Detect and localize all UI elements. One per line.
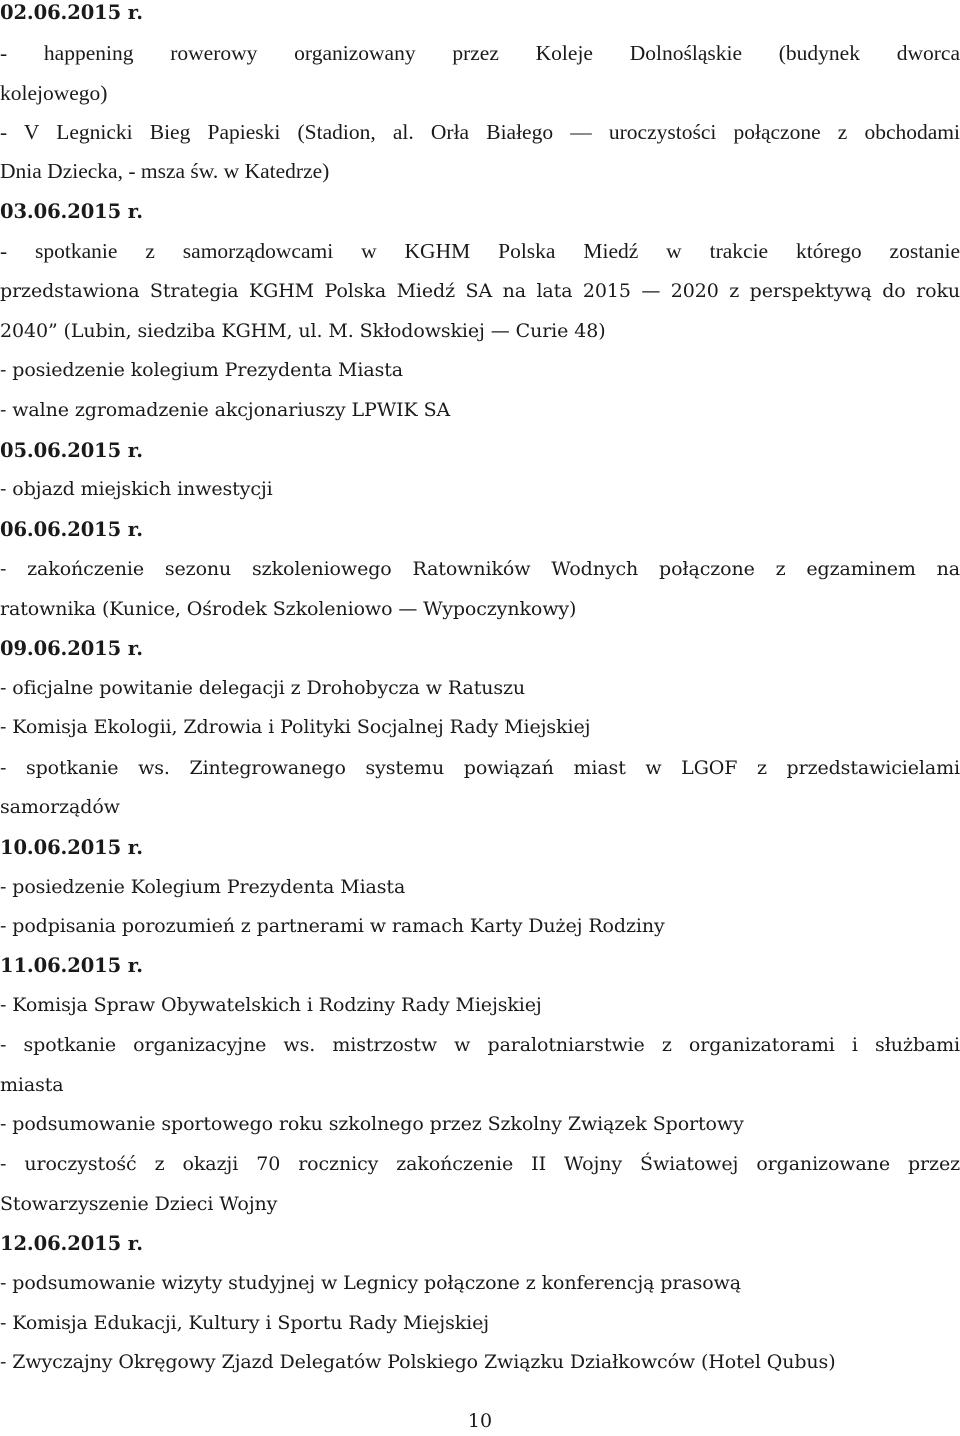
event-line: - happening rowerowy organizowany przez Koleje Dolnośląskie (budynek dworca xyxy=(0,41,960,65)
date-heading: 03.06.2015 r. xyxy=(0,200,143,223)
event-line: - spotkanie organizacyjne ws. mistrzostw w paralotniarstwie z organizatorami i służbami xyxy=(0,1034,960,1056)
date-heading: 10.06.2015 r. xyxy=(0,836,143,859)
event-line: 2040” (Lubin, siedziba KGHM, ul. M. Skłodowskiej — Curie 48) xyxy=(0,320,606,342)
event-line: miasta xyxy=(0,1074,64,1096)
event-line: ratownika (Kunice, Ośrodek Szkoleniowo — Wypoczynkowy) xyxy=(0,598,577,620)
event-line: - V Legnicki Bieg Papieski (Stadion, al. Orła Białego — uroczystości połączone z obchodami xyxy=(0,120,960,144)
event-line: Stowarzyszenie Dzieci Wojny xyxy=(0,1193,278,1215)
event-line: - Komisja Edukacji, Kultury i Sportu Rady Miejskiej xyxy=(0,1312,490,1334)
event-line: - podsumowanie wizyty studyjnej w Legnicy połączone z konferencją prasową xyxy=(0,1272,741,1294)
event-line: - podpisania porozumień z partnerami w ramach Karty Dużej Rodziny xyxy=(0,915,665,937)
event-line: - walne zgromadzenie akcjonariuszy LPWIK SA xyxy=(0,399,451,421)
page-number: 10 xyxy=(467,1410,493,1432)
event-line: - podsumowanie sportowego roku szkolnego przez Szkolny Związek Sportowy xyxy=(0,1113,744,1135)
event-line: Dnia Dziecka, - msza św. w Katedrze) xyxy=(0,159,330,183)
event-line: - Komisja Spraw Obywatelskich i Rodziny Rady Miejskiej xyxy=(0,994,542,1016)
event-line: - spotkanie ws. Zintegrowanego systemu powiązań miast w LGOF z przedstawicielami xyxy=(0,757,960,779)
event-line: - posiedzenie kolegium Prezydenta Miasta xyxy=(0,359,404,381)
event-line: - spotkanie z samorządowcami w KGHM Polska Miedź w trakcie którego zostanie xyxy=(0,239,960,263)
event-line: samorządów xyxy=(0,796,120,818)
event-line: - uroczystość z okazji 70 rocznicy zakończenie II Wojny Światowej organizowane przez xyxy=(0,1153,960,1175)
event-line: - objazd miejskich inwestycji xyxy=(0,478,273,500)
event-line: przedstawiona Strategia KGHM Polska Miedź SA na lata 2015 — 2020 z perspektywą do roku xyxy=(0,280,960,302)
date-heading: 12.06.2015 r. xyxy=(0,1232,143,1255)
date-heading: 05.06.2015 r. xyxy=(0,439,143,462)
date-heading: 09.06.2015 r. xyxy=(0,637,143,660)
event-line: - Komisja Ekologii, Zdrowia i Polityki Socjalnej Rady Miejskiej xyxy=(0,716,591,738)
event-line: - Zwyczajny Okręgowy Zjazd Delegatów Polskiego Związku Działkowców (Hotel Qubus) xyxy=(0,1351,836,1373)
event-line: - oficjalne powitanie delegacji z Drohobycza w Ratuszu xyxy=(0,677,526,699)
date-heading: 06.06.2015 r. xyxy=(0,518,143,541)
event-line: - posiedzenie Kolegium Prezydenta Miasta xyxy=(0,876,406,898)
event-line: - zakończenie sezonu szkoleniowego Ratowników Wodnych połączone z egzaminem na xyxy=(0,558,960,580)
event-line: kolejowego) xyxy=(0,81,108,105)
date-heading: 02.06.2015 r. xyxy=(0,1,143,24)
date-heading: 11.06.2015 r. xyxy=(0,954,143,977)
